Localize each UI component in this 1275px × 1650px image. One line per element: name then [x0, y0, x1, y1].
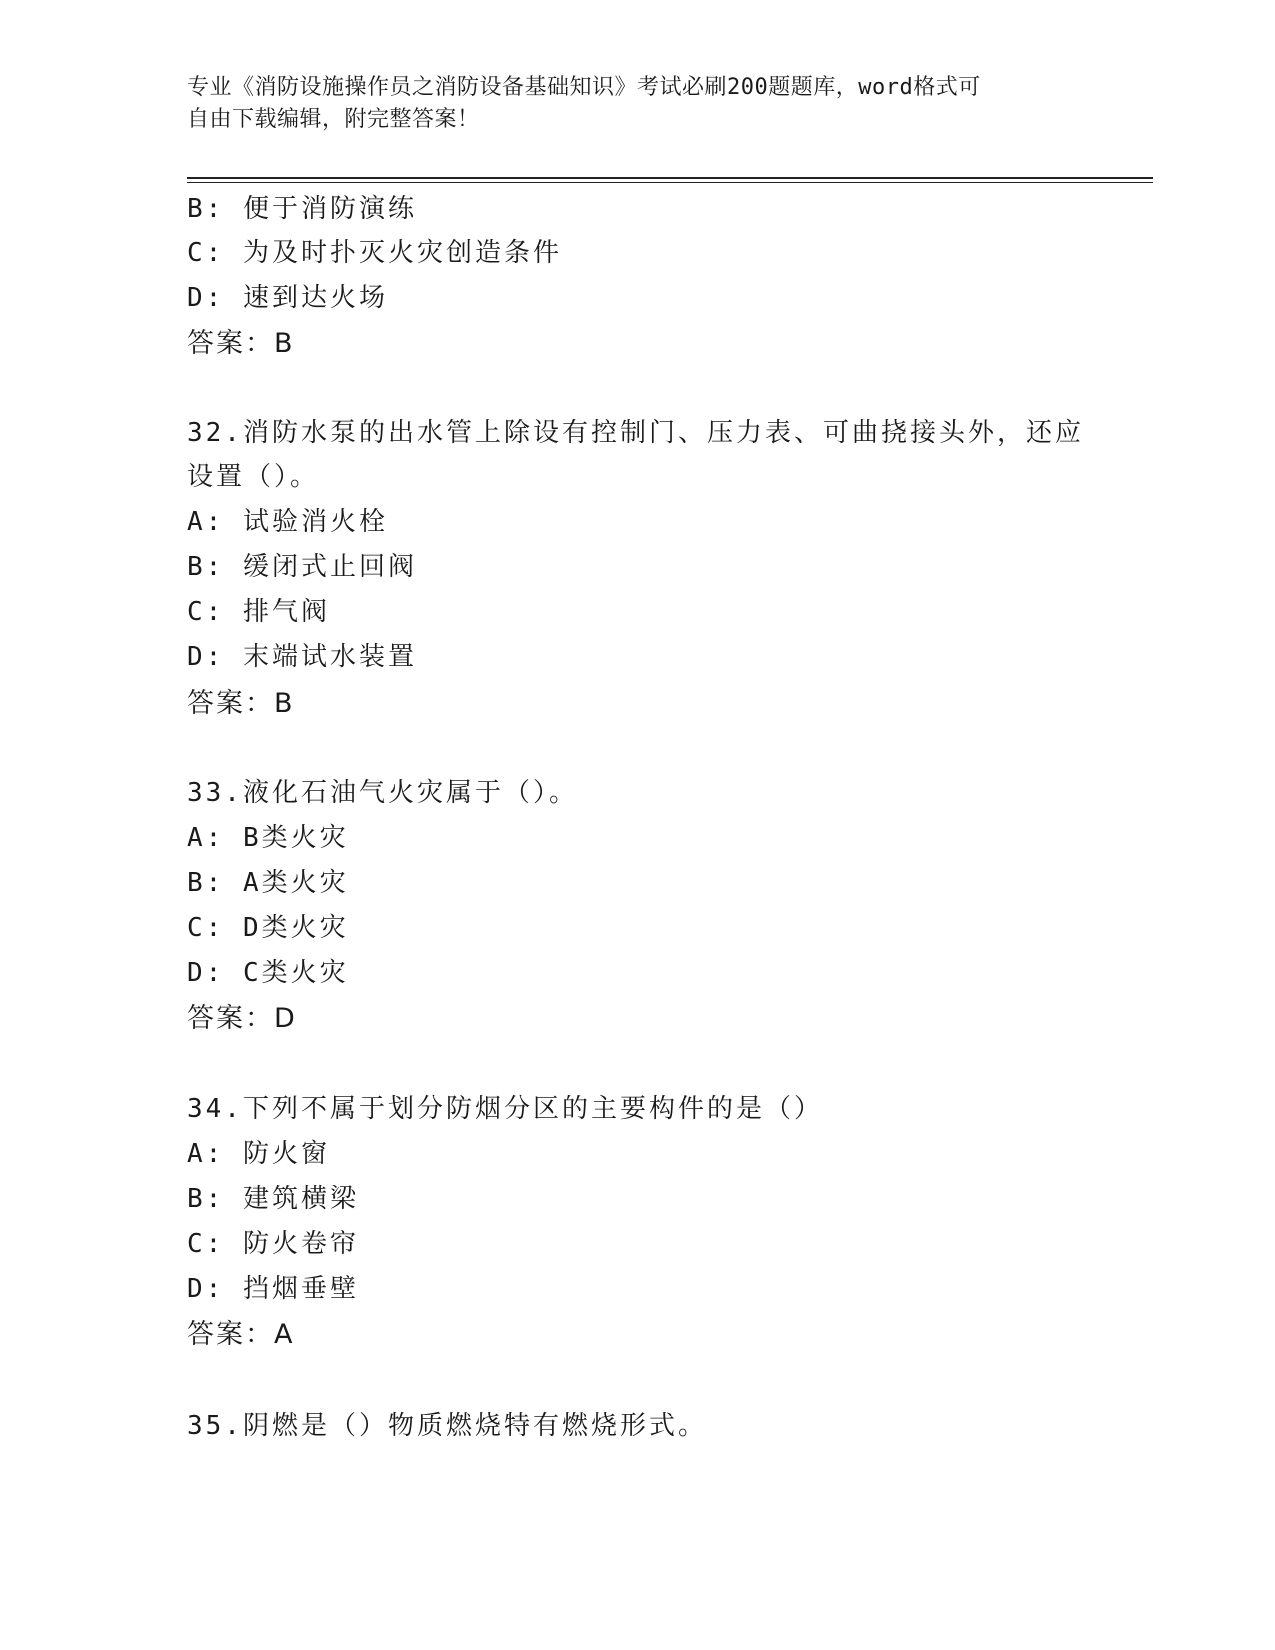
header-divider-thin	[187, 182, 1153, 183]
q32-question-line-2: 设置（）。	[187, 462, 320, 492]
q32-option-c: C: 排气阀	[187, 597, 330, 627]
q35-question: 35.阴燃是（）物质燃烧特有燃烧形式。	[187, 1411, 707, 1441]
q31-option-b: B: 便于消防演练	[187, 194, 417, 224]
header-divider-thick	[187, 177, 1153, 179]
q33-question: 33.液化石油气火灾属于（）。	[187, 778, 578, 808]
q34-option-d: D: 挡烟垂壁	[187, 1274, 359, 1304]
q34-answer: 答案：A	[187, 1319, 295, 1350]
header-line-2: 自由下载编辑，附完整答案！	[187, 107, 480, 132]
header-line-1: 专业《消防设施操作员之消防设备基础知识》考试必刷200题题库，word格式可	[187, 75, 981, 100]
q34-option-c: C: 防火卷帘	[187, 1229, 359, 1259]
q33-option-d: D: C类火灾	[187, 958, 349, 988]
q31-answer: 答案：B	[187, 328, 295, 359]
q31-option-d: D: 速到达火场	[187, 283, 388, 313]
q32-option-b: B: 缓闭式止回阀	[187, 552, 417, 582]
q34-question: 34.下列不属于划分防烟分区的主要构件的是（）	[187, 1094, 823, 1124]
q34-option-b: B: 建筑横梁	[187, 1184, 359, 1214]
q32-question-line-1: 32.消防水泵的出水管上除设有控制门、压力表、可曲挠接头外，还应	[187, 418, 1084, 448]
q33-option-a: A: B类火灾	[187, 823, 349, 853]
q32-option-d: D: 末端试水装置	[187, 642, 417, 672]
q32-option-a: A: 试验消火栓	[187, 507, 388, 537]
document-header	[187, 72, 1067, 136]
q32-answer: 答案：B	[187, 688, 295, 719]
q33-answer: 答案：D	[187, 1003, 297, 1034]
q33-option-c: C: D类火灾	[187, 913, 349, 943]
q31-option-c: C: 为及时扑灭火灾创造条件	[187, 238, 562, 268]
q34-option-a: A: 防火窗	[187, 1139, 330, 1169]
q33-option-b: B: A类火灾	[187, 868, 349, 898]
